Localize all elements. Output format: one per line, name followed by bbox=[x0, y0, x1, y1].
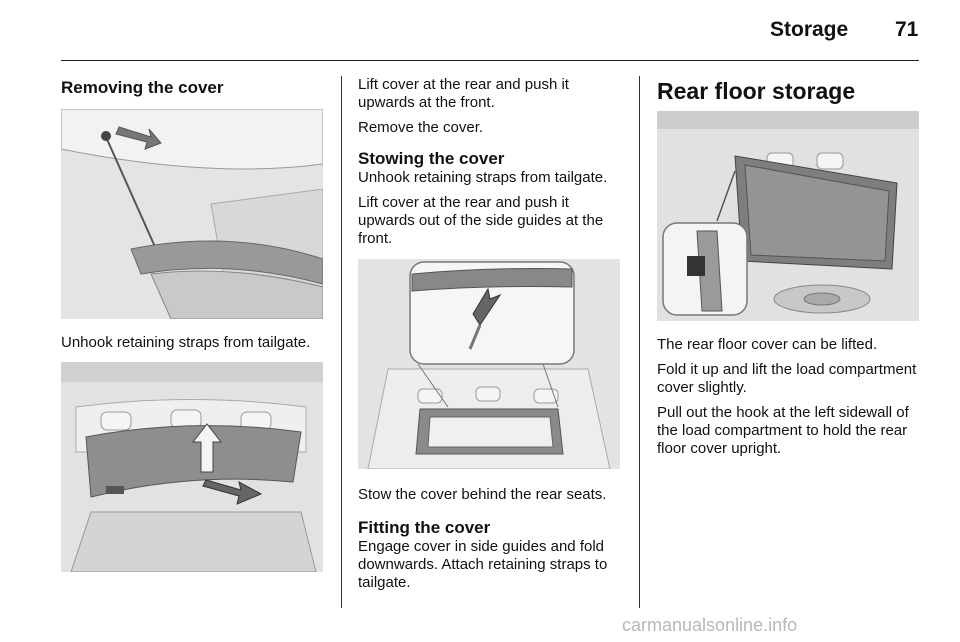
header-rule bbox=[61, 60, 919, 61]
illustration-cover-in-trunk bbox=[61, 362, 323, 572]
column-divider-left bbox=[341, 76, 342, 608]
column-2-bottom bbox=[358, 486, 626, 599]
section-heading-stowing: Stowing the cover bbox=[358, 149, 505, 168]
column-1 bbox=[61, 78, 326, 98]
section-heading-removing: Removing the cover bbox=[61, 78, 224, 97]
column-3-bottom bbox=[657, 336, 922, 465]
column-divider-right bbox=[639, 76, 640, 608]
text-unhook-straps: Unhook retaining straps from tailgate. bbox=[358, 169, 608, 186]
text-remove-cover: Remove the cover. bbox=[358, 119, 484, 136]
section-heading-fitting: Fitting the cover bbox=[358, 518, 491, 537]
watermark: carmanualsonline.info bbox=[622, 615, 798, 635]
section-heading-rear-floor: Rear floor storage bbox=[657, 78, 856, 104]
column-2-top bbox=[358, 76, 624, 255]
text-lift-cover: Lift cover at the rear and push it upwards at the front. bbox=[358, 76, 569, 111]
illustration-stowing-cover bbox=[358, 259, 620, 469]
text-rear-floor-lifted: The rear floor cover can be lifted. bbox=[657, 336, 878, 353]
text-fold-lift: Fold it up and lift the load compartment cover slightly. bbox=[657, 361, 917, 396]
text-lift-out-guides: Lift cover at the rear and push it upwards out of the side guides at the front. bbox=[358, 194, 604, 247]
illustration-removing-cover bbox=[61, 109, 323, 319]
caption-unhook-1: Unhook retaining straps from tailgate. bbox=[61, 334, 311, 351]
text-stow-cover: Stow the cover behind the rear seats. bbox=[358, 486, 607, 503]
page-header-title: Storage bbox=[770, 18, 849, 41]
page-number: 71 bbox=[895, 18, 919, 41]
text-pull-hook: Pull out the hook at the left sidewall of the load compartment to hold the rear floor cover upright. bbox=[657, 404, 909, 457]
text-engage-cover: Engage cover in side guides and fold downwards. Attach retaining straps to tailgate. bbox=[358, 538, 608, 591]
illustration-rear-floor-cover bbox=[657, 111, 919, 321]
